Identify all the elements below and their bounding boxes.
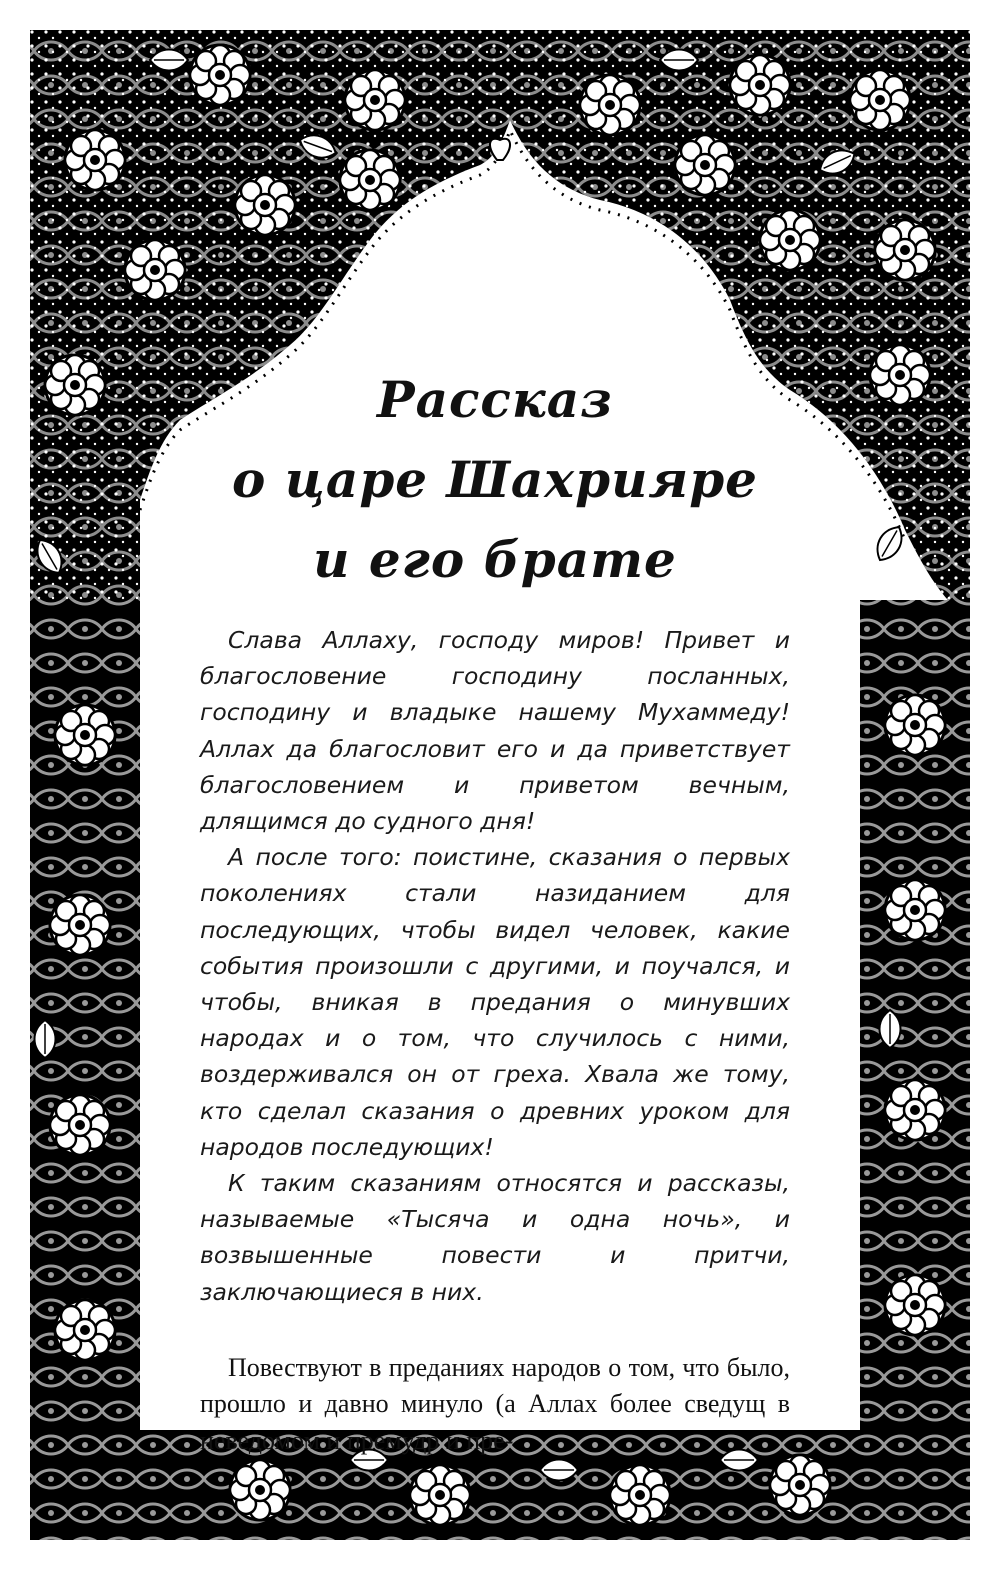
body-paragraph: Повествуют в преданиях народов о том, что было, прошло и давно минуло (а Аллах более сведущ в неведомом и премудр и пре- [200, 1352, 790, 1455]
title-line: Рассказ [376, 370, 614, 429]
intro-paragraph: К таким сказаниям относятся и рассказы, называемые «Тысяча и одна ночь», и возвышенные повести и притчи, заключающиеся в них. [200, 1169, 790, 1306]
page-content [200, 360, 790, 1459]
chapter-title [200, 360, 790, 600]
intro-paragraph: А после того: поистине, сказания о первых поколениях стали назиданием для последующих, чтобы видел человек, какие события произошли с другими, и поучался, и чтобы, вникая в предания о минувших народах и о том, что случилось с ними, воздерживался он от греха. Хвала же тому, кто сделал сказания о древних уроком для народов последующих! [200, 843, 790, 1161]
intro-section [200, 622, 790, 1310]
intro-paragraph: Слава Аллаху, господу миров! Привет и благословение господину посланных, господину и владыке нашему Мухаммеду! Аллах да благословит его и да приветствует благословением и приветом вечным, длящимся до судного дня! [200, 626, 790, 836]
title-line: о царе Шахрияре [232, 450, 758, 509]
body-section [200, 1350, 790, 1460]
title-line: и его брате [313, 530, 677, 589]
